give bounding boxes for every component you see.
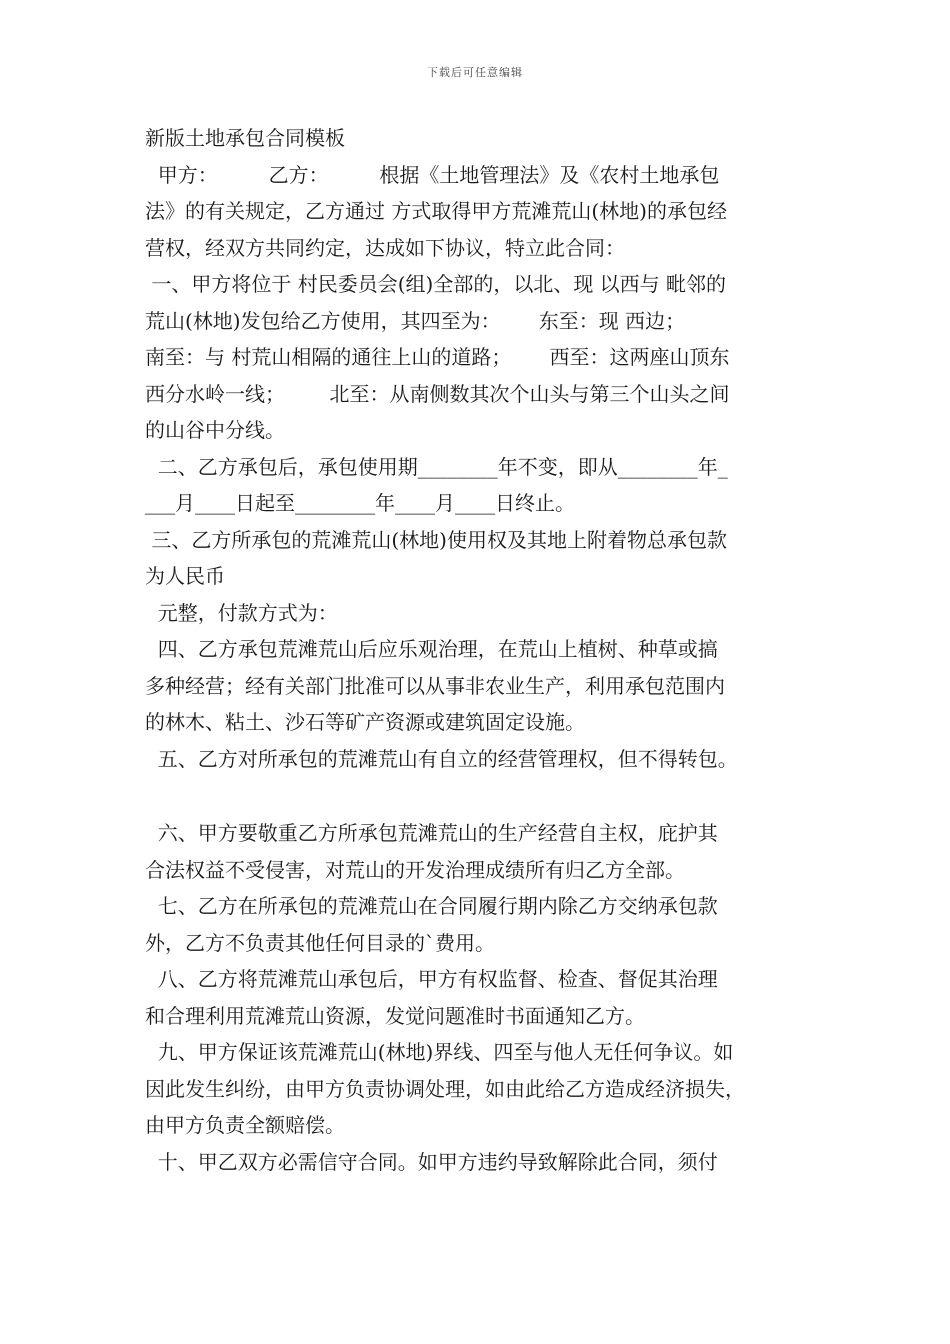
paragraph-line: 法》的有关规定，乙方通过 方式取得甲方荒滩荒山(林地)的承包经: [145, 199, 727, 223]
paragraph-gap: [145, 777, 825, 815]
clause-7-line: 七、乙方在所承包的荒滩荒山在合同履行期内除乙方交纳承包款: [145, 894, 718, 918]
clause-4-line: 的林木、粘土、沙石等矿产资源或建筑固定设施。: [145, 710, 585, 734]
clause-4-line: 四、乙方承包荒滩荒山后应乐观治理，在荒山上植树、种草或搞: [145, 637, 718, 661]
clause-1-line: 一、甲方将位于 村民委员会(组)全部的，以北、现 以西与 毗邻的: [145, 272, 727, 296]
clause-6-line: 六、甲方要敬重乙方所承包荒滩荒山的生产经营自主权，庇护其: [145, 821, 718, 845]
clause-5-line: 五、乙方对所承包的荒滩荒山有自立的经营管理权，但不得转包。: [145, 746, 738, 771]
page-header-note: 下载后可任意编辑: [427, 66, 523, 79]
clause-6-line: 合法权益不受侵害，对荒山的开发治理成绩所有归乙方全部。: [145, 857, 685, 882]
paragraph-line: 营权，经双方共同约定，达成如下协议，特立此合同：: [145, 235, 625, 260]
clause-3-line: 三、乙方所承包的荒滩荒山(林地)使用权及其地上附着物总承包款: [145, 527, 727, 552]
clause-8-line: 八、乙方将荒滩荒山承包后，甲方有权监督、检查、督促其治理: [145, 967, 718, 991]
clause-2-line: 二、乙方承包后，承包使用期________年不变，即从________年_: [145, 454, 728, 479]
clause-4-line: 多种经营；经有关部门批准可以从事非农业生产，利用承包范围内: [145, 673, 725, 698]
clause-7-line: 外，乙方不负责其他任何目录的`费用。: [145, 930, 495, 955]
clause-1-line: 荒山(林地)发包给乙方使用，其四至为： 东至：现 西边；: [145, 308, 686, 333]
clause-1-line: 西分水岭一线； 北至：从南侧数其次个山头与第三个山头之间: [145, 381, 730, 406]
clause-9-line: 由甲方负责全额赔偿。: [145, 1113, 345, 1137]
clause-3-line: 元整，付款方式为：: [145, 600, 338, 625]
paragraph-line: 甲方： 乙方： 根据《土地管理法》及《农村土地承包: [145, 162, 720, 187]
clause-8-line: 和合理利用荒滩荒山资源，发觉问题准时书面通知乙方。: [145, 1003, 645, 1028]
clause-2-line: ___月____日起至________年____月____日终止。: [145, 491, 575, 515]
document-title: 新版土地承包合同模板: [145, 126, 345, 150]
clause-1-line: 的山谷中分线。: [145, 418, 285, 442]
clause-3-line: 为人民币: [145, 564, 225, 588]
clause-9-line: 九、甲方保证该荒滩荒山(林地)界线、四至与他人无任何争议。如: [145, 1040, 734, 1064]
document-body: [145, 120, 825, 1180]
clause-9-line: 因此发生纠纷，由甲方负责协调处理，如由此给乙方造成经济损失，: [145, 1076, 745, 1101]
clause-1-line: 南至：与 村荒山相隔的通往上山的道路； 西至：这两座山顶东: [145, 345, 730, 369]
clause-10-line: 十、甲乙双方必需信守合同。如甲方违约导致解除此合同，须付: [145, 1149, 718, 1174]
